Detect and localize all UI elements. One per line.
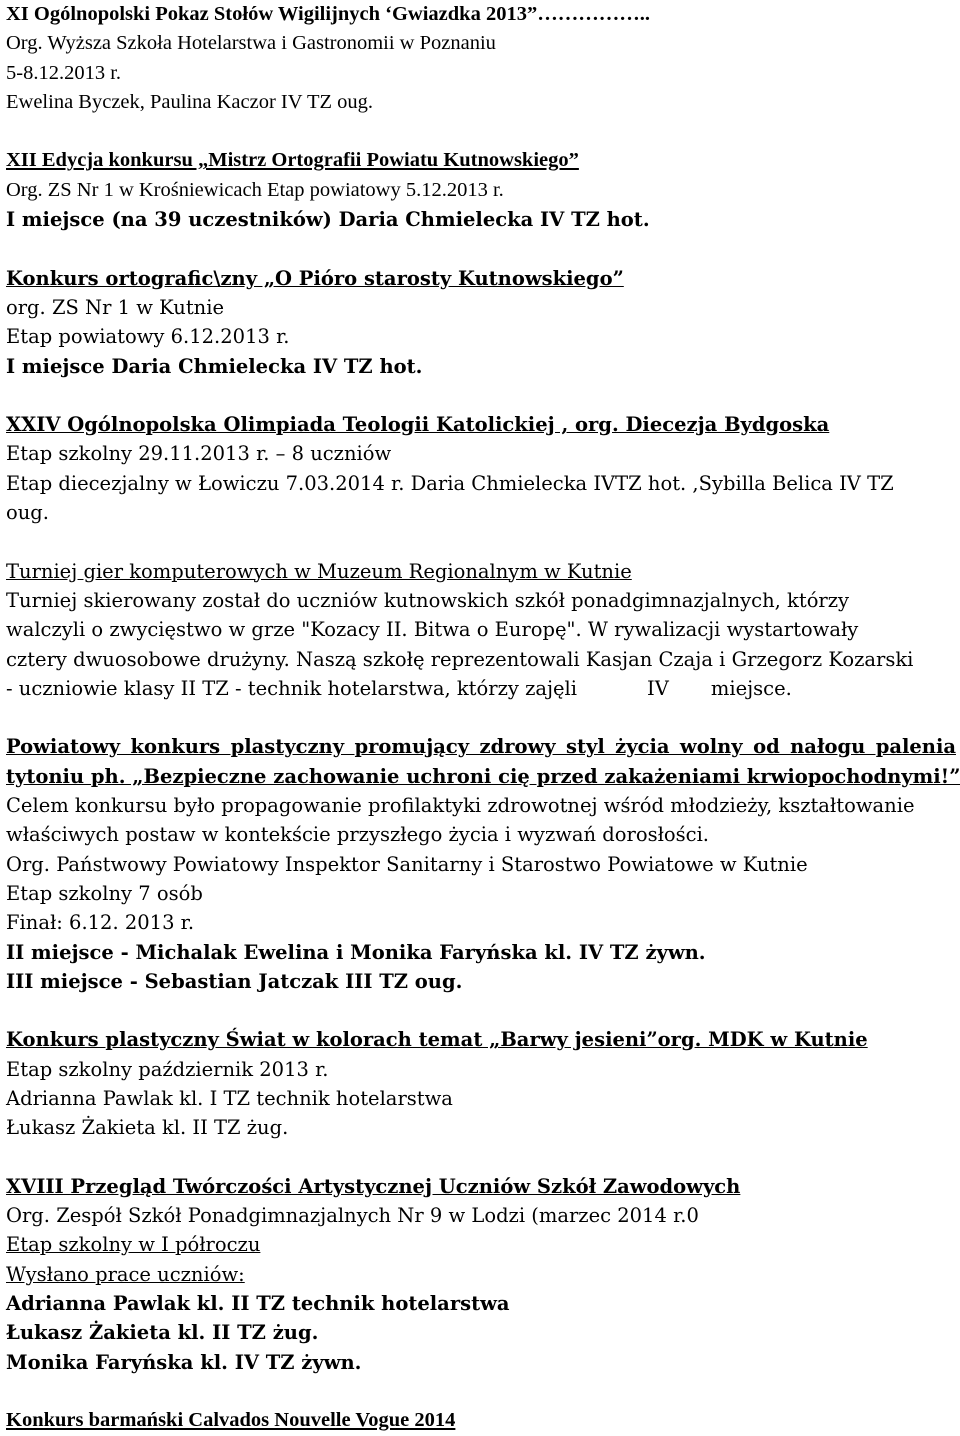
section-stage: Etap powiatowy 6.12.2013 r. — [6, 325, 290, 349]
section-stage: Etap szkolny 7 osób — [6, 881, 203, 905]
section-names: Ewelina Byczek, Paulina Kaczor IV TZ oug. — [6, 90, 373, 113]
section-org: org. ZS Nr 1 w Kutnie — [6, 295, 224, 319]
section-result: I miejsce Daria Chmielecka IV TZ hot. — [6, 354, 423, 378]
section-sent: Wysłano prace uczniów: — [6, 1262, 245, 1286]
place-value: IV — [647, 676, 669, 700]
paragraph-line: właściwych postaw w kontekście przyszłego życia i wyzwań dorosłości. — [6, 823, 710, 847]
paragraph-line: walczyli o zwycięstwo w grze "Kozacy II. Bitwa o Europę". W rywalizacji wystartowały — [6, 618, 859, 642]
section-result: I miejsce (na 39 uczestników) Daria Chmielecka IV TZ hot. — [6, 208, 650, 232]
section-result-third: III miejsce - Sebastian Jatczak III TZ oug. — [6, 969, 463, 993]
section-stage: Etap szkolny w I półroczu — [6, 1233, 261, 1257]
section-name: Łukasz Żakieta kl. II TZ żug. — [6, 1321, 319, 1345]
spacer — [6, 996, 956, 1025]
section-stage-diocese-cont: oug. — [6, 501, 49, 525]
section-title-pokaz-stolow: XI Ogólnopolski Pokaz Stołów Wigilijnych ‘Gwiazdka 2013”…………….. — [6, 3, 650, 25]
paragraph-line — [6, 674, 956, 703]
section-name: Adrianna Pawlak kl. I TZ technik hotelarstwa — [6, 1086, 453, 1110]
section-title-calvados: Konkurs barmański Calvados Nouvelle Vogue 2014 — [6, 1409, 456, 1432]
document-page — [6, 0, 960, 1436]
section-org: Org. Państwowy Powiatowy Inspektor Sanitarny i Starostwo Powiatowe w Kutnie — [6, 852, 808, 876]
section-title-pioro-starosty: Konkurs ortografic\zny „O Pióro starosty Kutnowskiego” — [6, 266, 624, 290]
section-org: Org. ZS Nr 1 w Krośniewicach Etap powiatowy 5.12.2013 r. — [6, 178, 504, 201]
spacer — [6, 381, 956, 410]
spacer — [6, 117, 956, 146]
section-stage: Etap szkolny październik 2013 r. — [6, 1057, 329, 1081]
section-stage-school: Etap szkolny 29.11.2013 r. – 8 uczniów — [6, 442, 392, 466]
section-title-cont: tytoniu ph. „Bezpieczne zachowanie uchroni cię przed zakażeniami krwiopochodnymi!” — [6, 764, 960, 788]
section-org: Org. Wyższa Szkoła Hotelarstwa i Gastronomii w Poznaniu — [6, 32, 496, 55]
section-name: Monika Faryńska kl. IV TZ żywn. — [6, 1350, 362, 1374]
section-name: Adrianna Pawlak kl. II TZ technik hotelarstwa — [6, 1292, 510, 1316]
paragraph-line: Turniej skierowany został do uczniów kutnowskich szkół ponadgimnazjalnych, którzy — [6, 588, 850, 612]
section-result-second: II miejsce - Michalak Ewelina i Monika Faryńska kl. IV TZ żywn. — [6, 940, 706, 964]
section-title-turniej-gier: Turniej gier komputerowych w Muzeum Regionalnym w Kutnie — [6, 559, 632, 583]
paragraph-text: - uczniowie klasy II TZ - technik hotelarstwa, którzy zajęli — [6, 676, 578, 700]
spacer — [6, 1377, 956, 1406]
section-title-mistrz-ortografii: XII Edycja konkursu „Mistrz Ortografii Powiatu Kutnowskiego” — [6, 149, 579, 172]
paragraph-line: Celem konkursu było propagowanie profilaktyki zdrowotnej wśród młodzieży, kształtowanie — [6, 794, 915, 818]
spacer — [6, 703, 956, 732]
section-org: Org. Zespół Szkół Ponadgimnazjalnych Nr 9 w Lodzi (marzec 2014 r.0 — [6, 1204, 699, 1228]
spacer — [6, 234, 956, 263]
spacer — [6, 1143, 956, 1172]
spacer — [6, 527, 956, 556]
section-title-przeglad-tworczosci: XVIII Przegląd Twórczości Artystycznej Uczniów Szkół Zawodowych — [6, 1174, 741, 1198]
section-title-barwy-jesieni: Konkurs plastyczny Świat w kolorach temat „Barwy jesieni”org. MDK w Kutnie — [6, 1028, 868, 1052]
paragraph-line: cztery dwuosobowe drużyny. Naszą szkołę reprezentowali Kasjan Czaja i Grzegorz Kozarski — [6, 647, 914, 671]
section-title-konkurs-plastyczny-zdrowie: Powiatowy konkurs plastyczny promujący zdrowy styl życia wolny od nałogu palenia — [6, 735, 956, 759]
section-title-olimpiada-teologii: XXIV Ogólnopolska Olimpiada Teologii Katolickiej , org. Diecezja Bydgoska — [6, 413, 830, 437]
paragraph-text: miejsce. — [710, 676, 792, 700]
section-stage-diocese: Etap diecezjalny w Łowiczu 7.03.2014 r. Daria Chmielecka IVTZ hot. ,Sybilla Belica IV TZ — [6, 471, 894, 495]
section-name: Łukasz Żakieta kl. II TZ żug. — [6, 1116, 289, 1140]
section-date: 5-8.12.2013 r. — [6, 61, 122, 84]
section-final: Finał: 6.12. 2013 r. — [6, 911, 195, 935]
